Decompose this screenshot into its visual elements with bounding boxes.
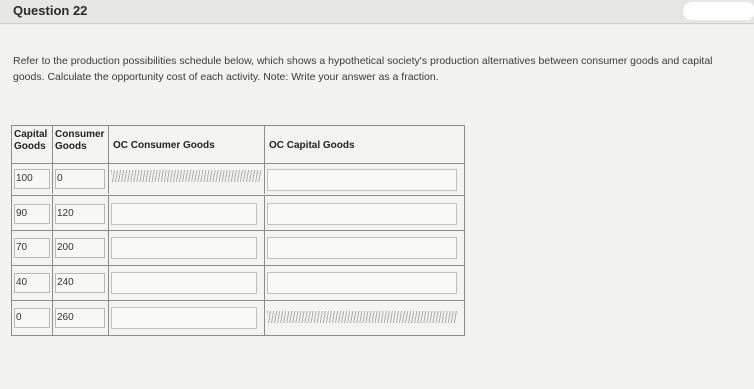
capital-goods-value: 90 bbox=[14, 204, 50, 224]
header-consumer-goods: Consumer Goods bbox=[53, 126, 109, 163]
header-capital-goods: Capital Goods bbox=[12, 126, 53, 163]
capital-goods-value: 0 bbox=[14, 308, 50, 328]
oc-capital-answer-input[interactable] bbox=[267, 237, 457, 259]
disabled-cell-hatch bbox=[267, 311, 457, 323]
oc-capital-answer-input[interactable] bbox=[267, 272, 457, 294]
table-header-row bbox=[12, 126, 464, 163]
question-title: Question 22 bbox=[13, 3, 88, 18]
consumer-goods-value: 240 bbox=[55, 273, 105, 293]
table-row bbox=[12, 301, 464, 335]
capital-goods-value: 40 bbox=[14, 273, 50, 293]
table-row bbox=[12, 164, 464, 194]
oc-consumer-answer-input[interactable] bbox=[111, 203, 257, 225]
oc-consumer-answer-input[interactable] bbox=[111, 272, 257, 294]
capital-goods-value: 100 bbox=[14, 169, 50, 189]
consumer-goods-value: 120 bbox=[55, 204, 105, 224]
header-oc-consumer-goods: OC Consumer Goods bbox=[109, 126, 265, 163]
header-oc-capital-goods: OC Capital Goods bbox=[269, 140, 355, 151]
oc-capital-answer-input[interactable] bbox=[267, 169, 457, 191]
oc-capital-answer-input[interactable] bbox=[267, 203, 457, 225]
oc-consumer-answer-input[interactable] bbox=[111, 237, 257, 259]
table-row bbox=[12, 231, 464, 265]
ppf-table bbox=[11, 125, 465, 336]
redaction-mark bbox=[683, 2, 754, 20]
consumer-goods-value: 0 bbox=[55, 169, 105, 189]
disabled-cell-hatch bbox=[111, 170, 261, 182]
capital-goods-value: 70 bbox=[14, 238, 50, 258]
consumer-goods-value: 260 bbox=[55, 308, 105, 328]
question-header bbox=[0, 0, 754, 24]
table-row bbox=[12, 266, 464, 300]
table-row bbox=[12, 196, 464, 230]
consumer-goods-value: 200 bbox=[55, 238, 105, 258]
oc-consumer-answer-input[interactable] bbox=[111, 307, 257, 329]
question-prompt: Refer to the production possibilities schedule below, which shows a hypothetical society's production alternatives between consumer goods and capital goods. Calculate the opportunity cost of each activity. Note: Write your answer as a fraction. bbox=[13, 55, 713, 83]
